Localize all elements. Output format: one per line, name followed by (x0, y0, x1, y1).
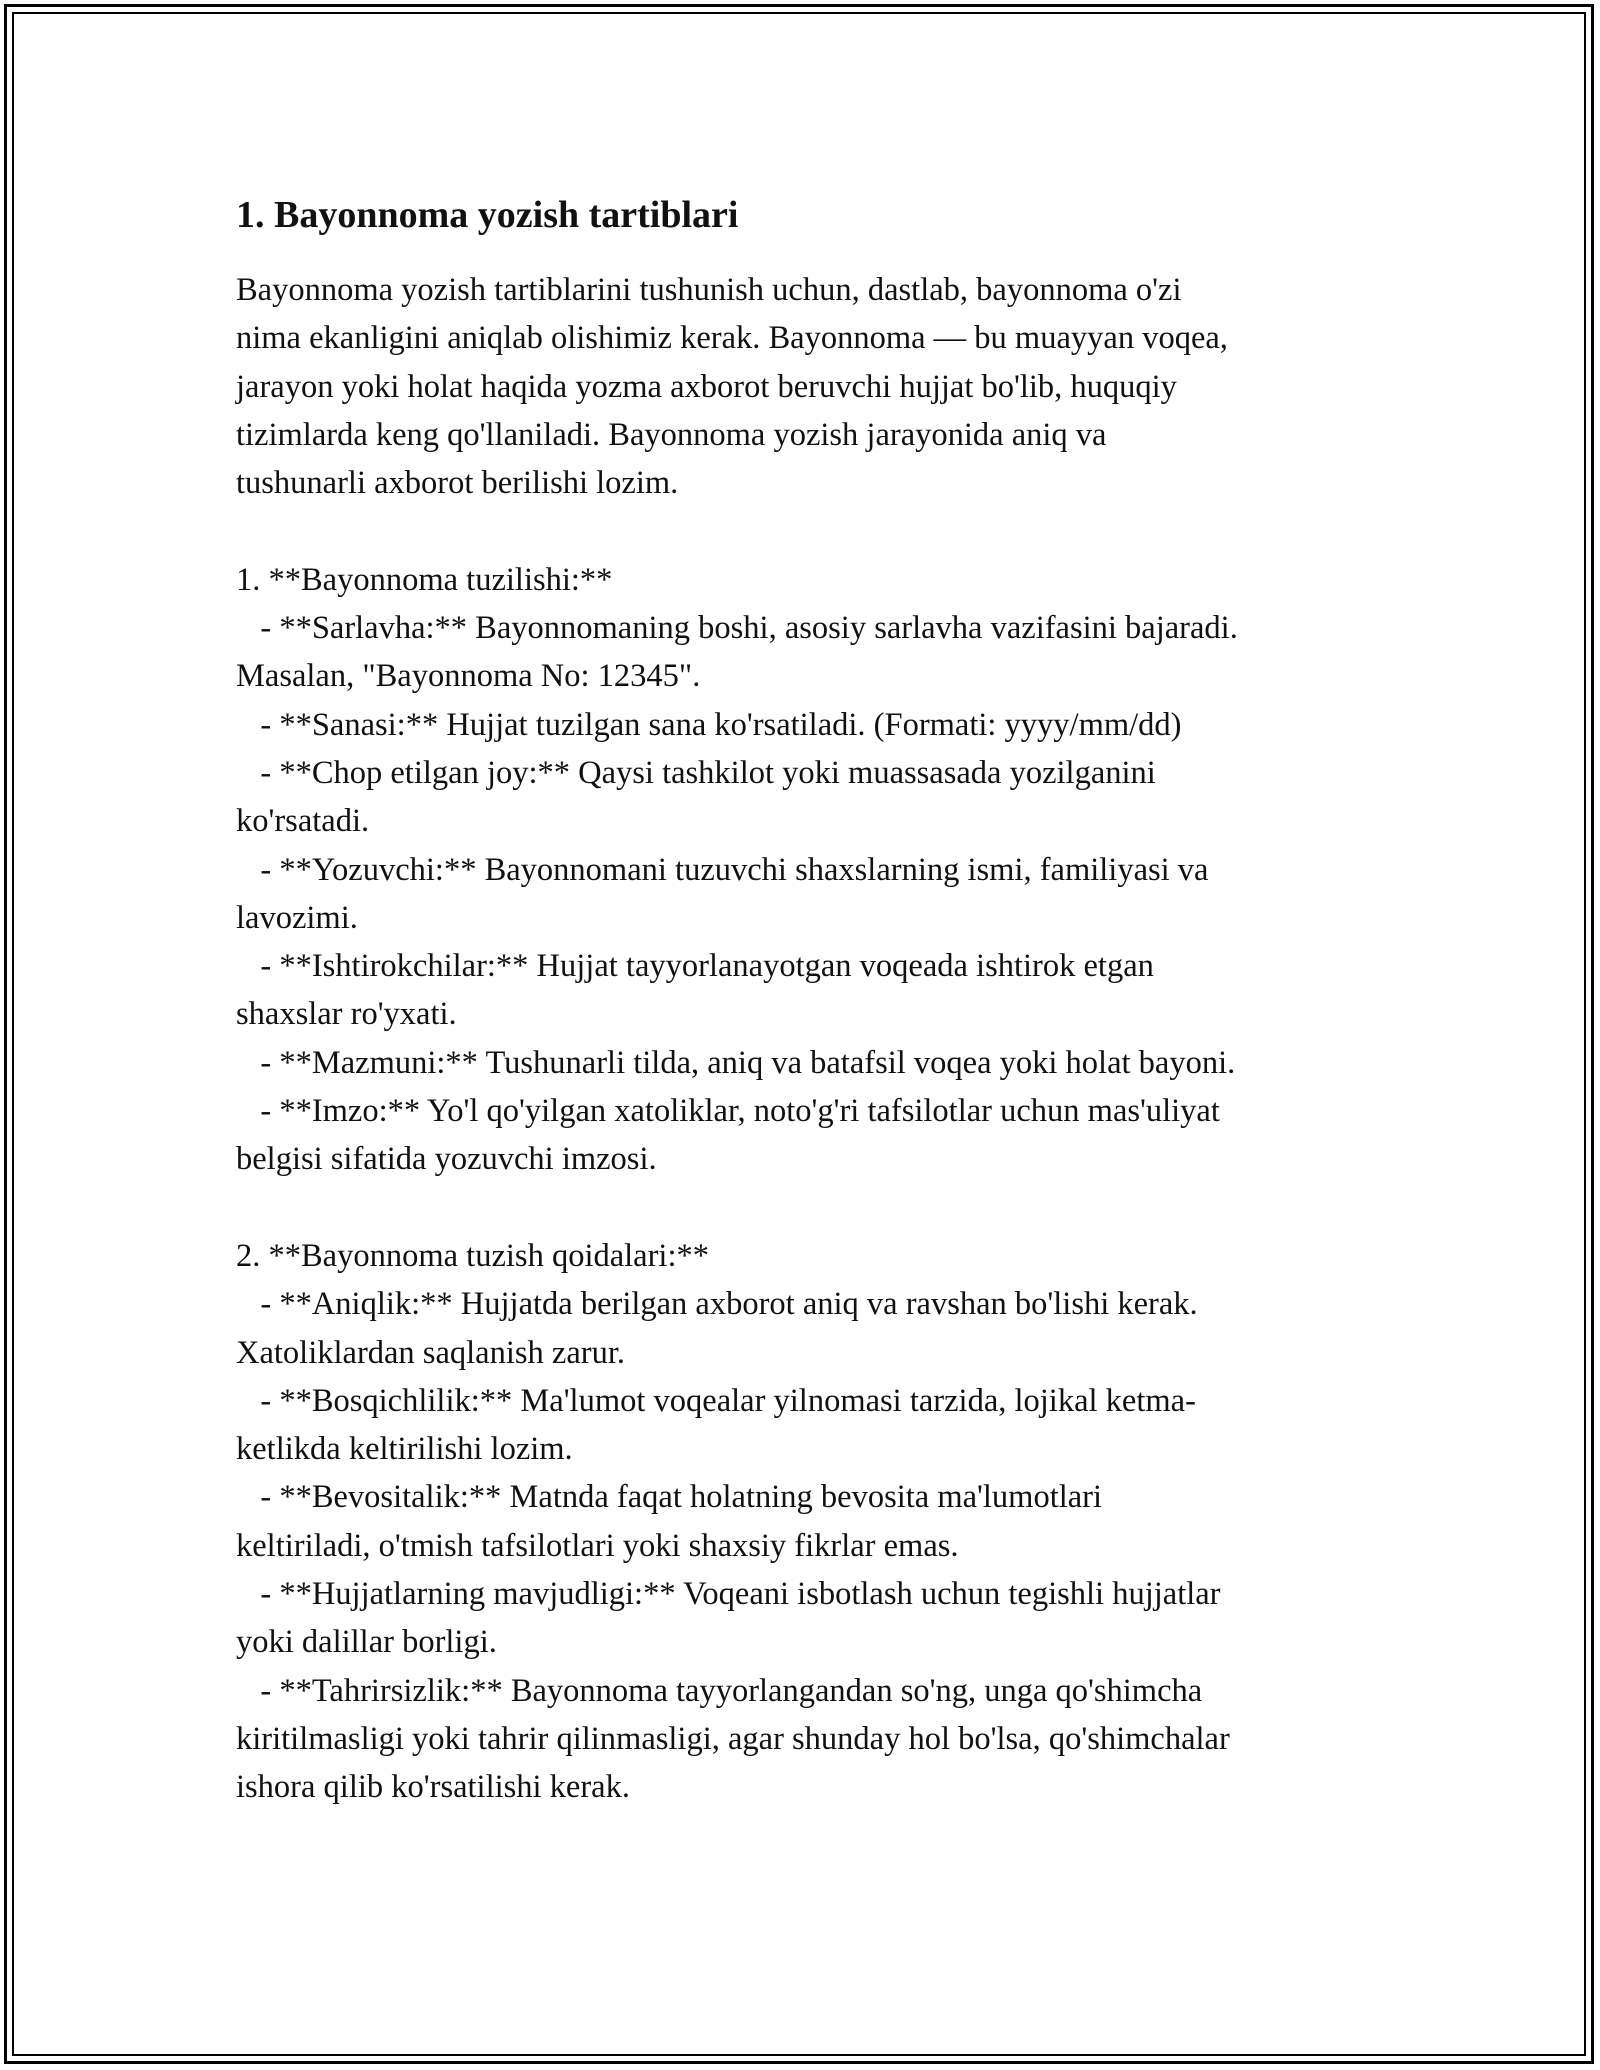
document-body: Bayonnoma yozish tartiblarini tushunish uchun, dastlab, bayonnoma o'zi nima ekanligini aniqlab olishimiz kerak. Bayonnoma — bu muayyan voqea, jarayon yoki holat haqida yozma axborot beruvchi hujjat bo'lib, huquqiy tizimlarda keng qo'llaniladi. Bayonnoma yozish jarayonida aniq va tushunarli axborot berilishi lozim. 1. **Bayonnoma tuzilishi:** - **Sarlavha:** Bayonnomaning boshi, asosiy sarlavha vazifasini bajaradi. Masalan, "Bayonnoma No: 12345". - **Sanasi:** Hujjat tuzilgan sana ko'rsatiladi. (Formati: yyyy/mm/dd) - **Chop etilgan joy:** Qaysi tashkilot yoki muassasada yozilganini ko'rsatadi. - **Yozuvchi:** Bayonnomani tuzuvchi shaxslarning ismi, familiyasi va lavozimi. - **Ishtirokchilar:** Hujjat tayyorlanayotgan voqeada ishtirok etgan shaxslar ro'yxati. - **Mazmuni:** Tushunarli tilda, aniq va batafsil voqea yoki holat bayoni. - **Imzo:** Yo'l qo'yilgan xatoliklar, noto'g'ri tafsilotlar uchun mas'uliyat belgisi sifatida yozuvchi imzosi. 2. **Bayonnoma tuzish qoidalari:** - **Aniqlik:** Hujjatda berilgan axborot aniq va ravshan bo'lishi kerak. Xatoliklardan saqlanish zarur. - **Bosqichlilik:** Ma'lumot voqealar yilnomasi tarzida, lojikal ketma- ketlikda keltirilishi lozim. - **Bevositalik:** Matnda faqat holatning bevosita ma'lumotlari keltiriladi, o'tmish tafsilotlari yoki shaxsiy fikrlar emas. - **Hujjatlarning mavjudligi:** Voqeani isbotlash uchun tegishli hujjatlar yoki dalillar borligi. - **Tahrirsizlik:** Bayonnoma tayyorlangandan so'ng, unga qo'shimcha kiritilmasligi yoki tahrir qilinmasligi, agar shunday hol bo'lsa, qo'shimchalar ishora qilib ko'rsatilishi kerak. (236, 272, 1238, 1806)
document-heading: 1. Bayonnoma yozish tartiblari (236, 194, 739, 236)
document-content (236, 184, 1416, 1812)
